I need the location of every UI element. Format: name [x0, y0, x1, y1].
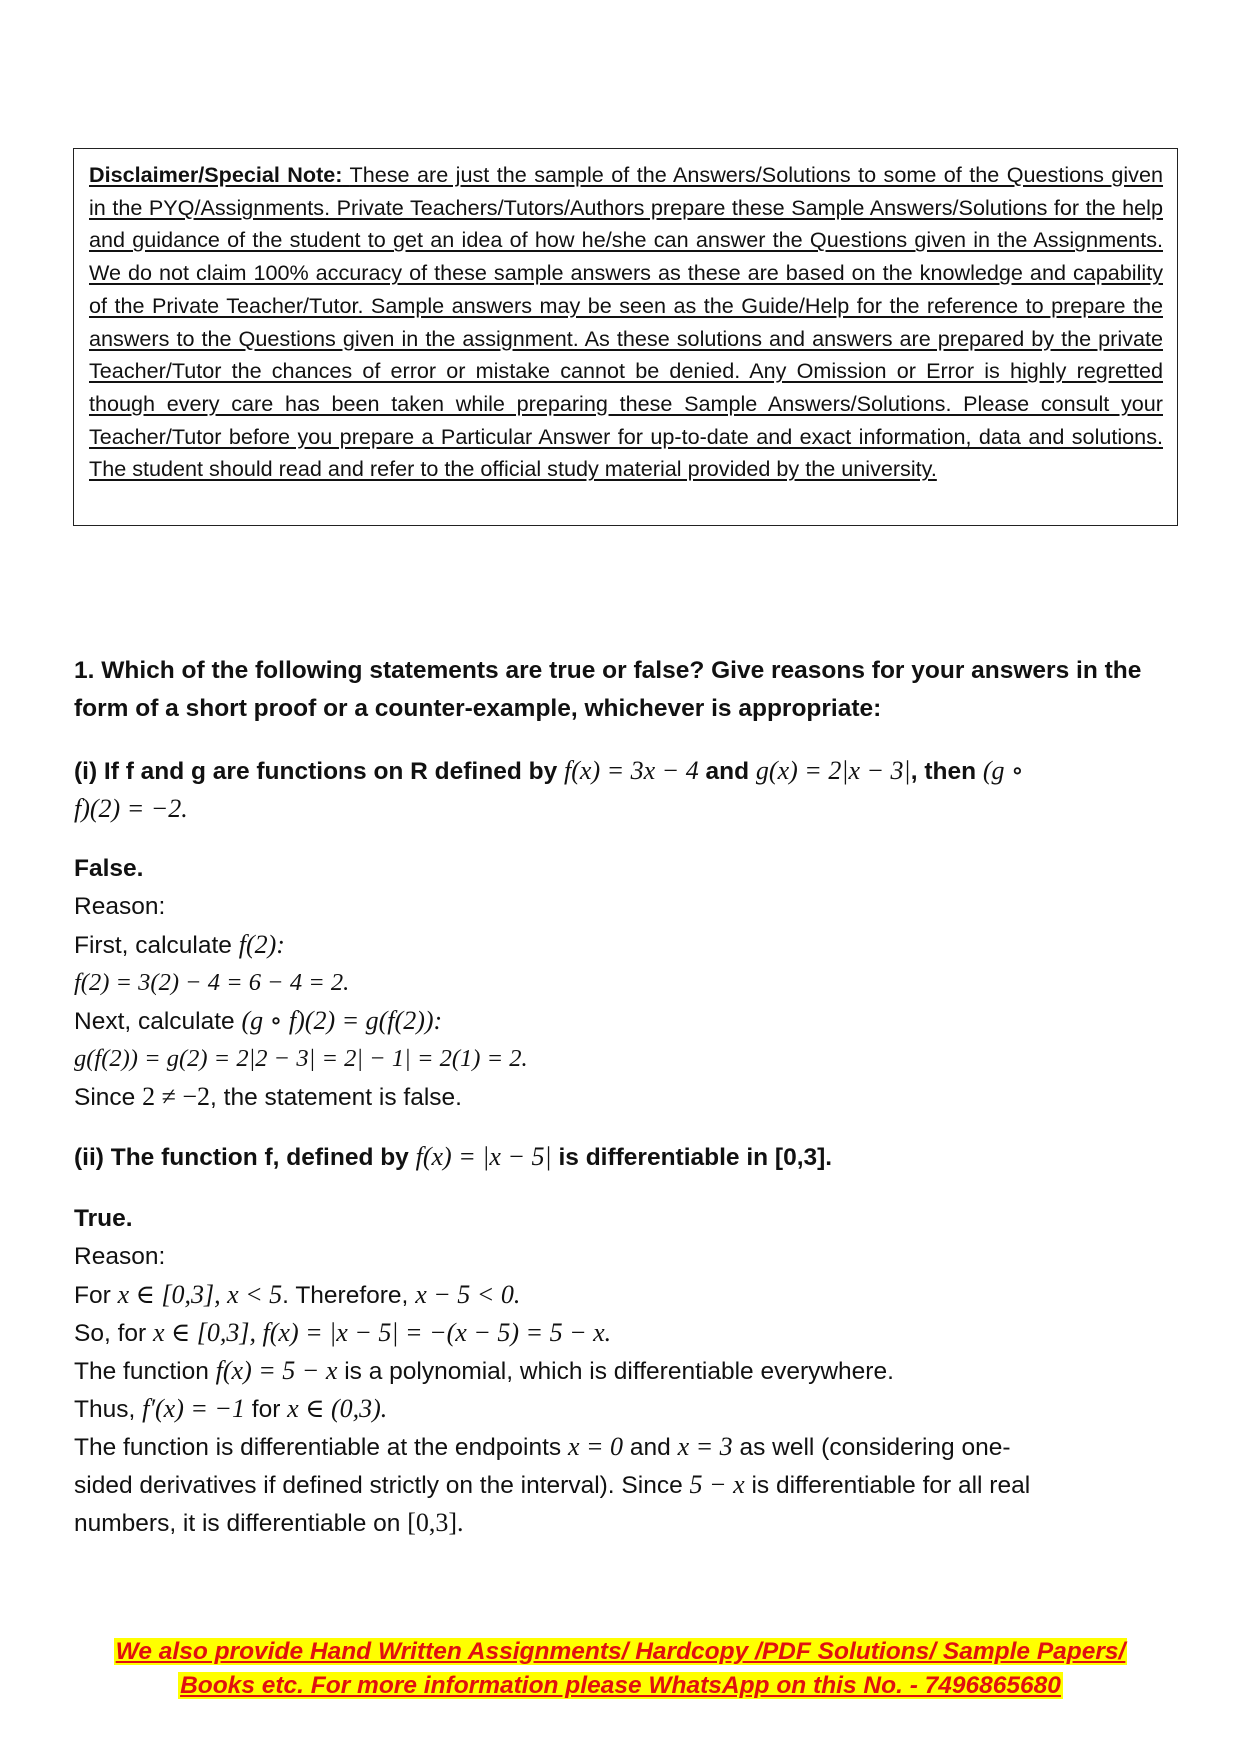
part1-question-line1: (i) If f and g are functions on R defined by f(x) = 3x − 4 and g(x) = 2|x − 3|, then (g ∘ — [74, 756, 1024, 785]
part2-line5: The function is differentiable at the endpoints x = 0 and x = 3 as well (considering one- — [74, 1432, 1011, 1461]
promo-line1: We also provide Hand Written Assignments/ Hardcopy /PDF Solutions/ Sample Papers/ — [115, 1638, 1126, 1665]
part1-g-def: g(x) = 2|x − 3| — [755, 756, 911, 785]
part1-reason-label: Reason: — [74, 893, 166, 920]
part2-line2: So, for x ∈ [0,3], f(x) = |x − 5| = −(x − 5) = 5 − x. — [74, 1318, 612, 1347]
part2-line4: Thus, f′(x) = −1 for x ∈ (0,3). — [74, 1394, 388, 1423]
promo-line2: Books etc. For more information please WhatsApp on this No. - 7496865680 — [180, 1672, 1061, 1699]
disclaimer-box — [73, 148, 1178, 526]
part2-reason-label: Reason: — [74, 1243, 166, 1270]
part2-line1: For x ∈ [0,3], x < 5. Therefore, x − 5 < 0. — [74, 1280, 521, 1309]
part1-step2-calc: g(f(2)) = g(2) = 2|2 − 3| = 2| − 1| = 2(1) = 2. — [74, 1045, 528, 1072]
question-heading: 1. Which of the following statements are true or false? Give reasons for your answers in the form of a short proof or a counter-example, whichever is appropriate: — [74, 657, 1142, 722]
promo-banner — [0, 1635, 1241, 1703]
part1-step2: Next, calculate (g ∘ f)(2) = g(f(2)): — [74, 1006, 443, 1035]
part2-verdict: True. — [74, 1205, 133, 1232]
part1-verdict: False. — [74, 855, 144, 882]
part2-line7: numbers, it is differentiable on [0,3]. — [74, 1508, 464, 1537]
part1-f-def: f(x) = 3x − 4 — [564, 756, 699, 785]
disclaimer-body: These are just the sample of the Answers/Solutions to some of the Questions given in the PYQ/Assignments. Private Teachers/Tutors/Authors prepare these Sample Answers/Solutions for the help and guidance of the student to get an idea of how he/she can answer the Questions given in the Assignments. We do not claim 100% accuracy of these sample answers as these are based on the knowledge and capability of the Private Teacher/Tutor. Sample answers may be seen as the Guide/Help for the reference to prepare the answers to the Questions given in the assignment. As these solutions and answers are prepared by the private Teacher/Tutor the chances of error or mistake cannot be denied. Any Omission or Error is highly regretted though every care has been taken while preparing these Sample Answers/Solutions. Please consult your Teacher/Tutor before you prepare a Particular Answer for up-to-date and exact information, data and solutions. The student should read and refer to the official study material provided by the university. — [89, 162, 1164, 482]
part2-line6: sided derivatives if defined strictly on the interval). Since 5 − x is differentiable for all real — [74, 1470, 1031, 1499]
part2-question: (ii) The function f, defined by f(x) = |x − 5| is differentiable in [0,3]. — [74, 1142, 833, 1171]
part1-step1-calc: f(2) = 3(2) − 4 = 6 − 4 = 2. — [74, 969, 350, 996]
disclaimer-text — [89, 159, 1163, 486]
part1-question-line2: f)(2) = −2. — [74, 794, 188, 823]
part1-step1: First, calculate f(2): — [74, 930, 285, 959]
part1-conclusion: Since 2 ≠ −2, the statement is false. — [74, 1082, 462, 1111]
part2-line3: The function f(x) = 5 − x is a polynomial, which is differentiable everywhere. — [74, 1356, 894, 1385]
disclaimer-lead: Disclaimer/Special Note: — [89, 162, 343, 187]
